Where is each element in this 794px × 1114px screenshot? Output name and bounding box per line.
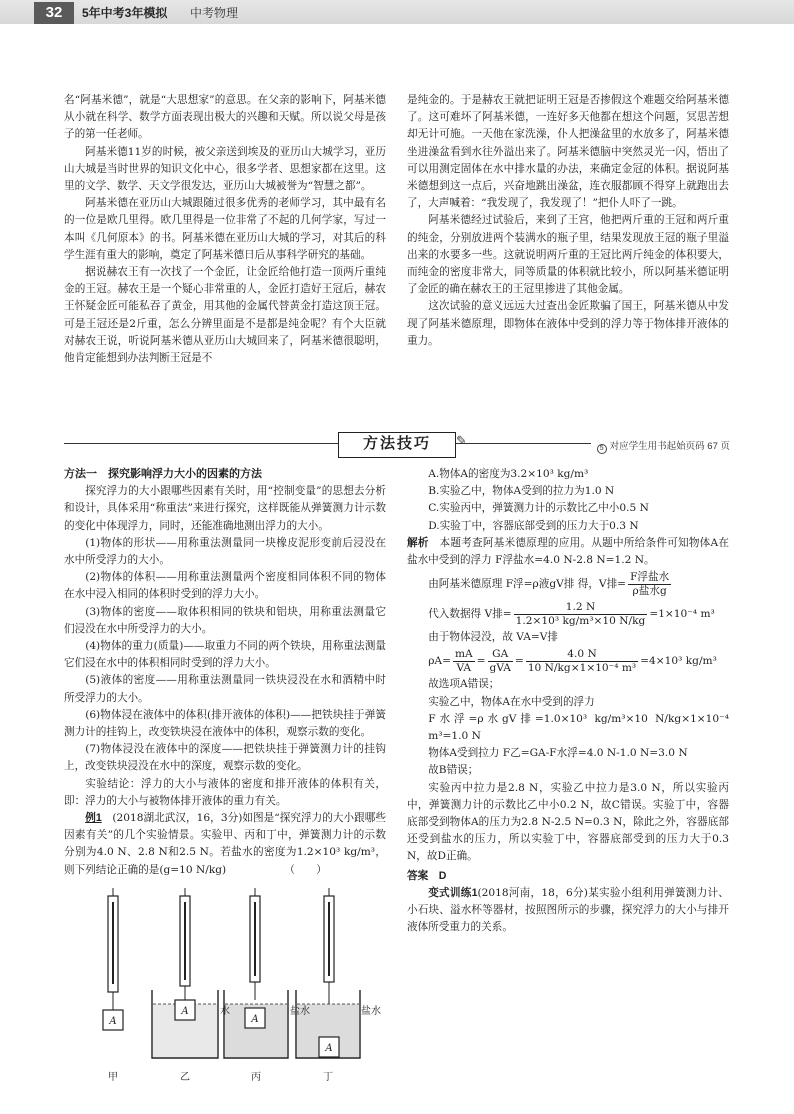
subject-label: 中考物理 xyxy=(190,6,239,20)
liquid-label-bing: 盐水 xyxy=(290,1006,310,1017)
variant-training xyxy=(407,885,729,937)
variant-text: (2018河南，18，6分)某实验小组利用弹簧测力计、小石块、溢水杯等器材，按照图所示的步骤，探究浮力的大小与排开液体所受重力的关系。 xyxy=(407,886,729,934)
caption-bing: 丙 xyxy=(251,1072,261,1083)
method-paragraphs xyxy=(64,483,386,810)
method-paragraph: (5)液体的密度——用称重法测量同一铁块浸没在水和酒精中时所受浮力的大小。 xyxy=(64,674,386,704)
eq4-mid2: = xyxy=(514,655,524,668)
caption-yi: 乙 xyxy=(180,1072,190,1083)
analysis-tail: 实验丙中拉力是2.8 N，实验乙中拉力是3.0 N，所以实验丙中，弹簧测力计的示数比乙中小0.2 N，故C错误。实验丁中，容器底部受到物体A的压力为2.8 N-2.5 N=0.3 N，除此之外，容器底部还受到盐水的压力，所以实验丁中，容器底部受到的压力大于0.3 N，故D正确。 xyxy=(407,781,729,863)
story-paragraph: 名“阿基米德”，就是“大思想家”的意思。在父亲的影响下，阿基米德从小就在科学、数学方面表现出极大的兴趣和天赋。所以说父母是孩子的第一任老师。 xyxy=(64,94,386,141)
eq4-den3: 10 N/kg×1×10⁻⁴ m³ xyxy=(527,661,637,674)
eq2-suffix: =1×10⁻⁴ m³ xyxy=(649,608,715,621)
method-paragraph: (6)物体浸在液体中的体积(排开液体的体积)——把铁块挂于弹簧测力计的挂钩上，改变铁块浸在液体中的体积，观察示数的变化。 xyxy=(64,708,386,739)
method-left-column xyxy=(64,466,386,879)
analysis-intro-text: 本题考查阿基米德原理的应用。从题中所给条件可知物体A在盐水中受到的浮力 F浮盐水=4.0 N-2.8 N=1.2 N。 xyxy=(407,536,730,567)
solution-right-column xyxy=(407,466,729,936)
book-title: 5年中考3年模拟 xyxy=(82,6,168,20)
analysis-intro xyxy=(407,535,729,569)
eq4-num3: 4.0 N xyxy=(526,648,638,662)
block-label-bing: A xyxy=(251,1014,259,1025)
method-paragraph: 探究浮力的大小跟哪些因素有关时，用“控制变量”的思想去分析和设计，具体采用“称重法”来进行探究，这样既能从弹簧测力计示数的变化中体现浮力，同时，还能准确地测出浮力的大小。 xyxy=(64,485,386,532)
eq4-mid: = xyxy=(476,655,486,668)
method-paragraph: 实验结论：浮力的大小与液体的密度和排开液体的体积有关，即：浮力的大小与被物体排开液体的重力有关。 xyxy=(64,777,386,807)
analysis-line: 物体A受到拉力 F乙=GA-F水浮=4.0 N-1.0 N=3.0 N xyxy=(428,747,688,760)
page-number: 32 xyxy=(34,2,74,24)
answer-option: C.实验丙中，弹簧测力计的示数比乙中小0.5 N xyxy=(428,502,649,515)
reference-number-icon: 5 xyxy=(597,444,607,454)
eq2-den: 1.2×10³ kg/m³×10 N/kg xyxy=(515,614,646,627)
story-right-column xyxy=(407,92,729,350)
eq2-prefix: 代入数据得 V排= xyxy=(428,608,512,621)
eq2-fraction xyxy=(514,601,648,628)
eq4-num2: GA xyxy=(488,648,513,662)
eq4-den1: VA xyxy=(456,661,472,674)
eq4-prefix: ρA= xyxy=(428,655,451,668)
answer-option: D.实验丁中，容器底部受到的压力大于0.3 N xyxy=(428,519,639,532)
caption-ding: 丁 xyxy=(323,1072,333,1083)
example-label: 例1 xyxy=(85,812,102,825)
story-paragraph: 阿基米德经过试验后，来到了王宫，他把两斤重的王冠和两斤重的纯金，分别放进两个装满水的瓶子里，结果发现放王冠的瓶子里溢出来的水要多一些。这就说明两斤重的王冠比两斤纯金的体积要大，而纯金的密度非常大，同等质量的体积就比较小，所以阿基米德证明了金匠的确在赫农王的王冠里掺进了其他金属。 xyxy=(407,214,729,296)
liquid-label-yi: 水 xyxy=(220,1006,230,1017)
eq4-den2: gVA xyxy=(489,661,511,674)
eq4-fraction-1 xyxy=(453,648,475,675)
story-left-column xyxy=(64,92,386,367)
block-label-yi: A xyxy=(181,1006,189,1017)
liquid-label-ding: 盐水 xyxy=(361,1006,381,1017)
method-paragraph: (1)物体的形状——用称重法测量同一块橡皮泥形变前后浸没在水中所受浮力的大小。 xyxy=(64,536,386,567)
scale-jia xyxy=(103,888,123,1030)
story-paragraph: 这次试验的意义远远大过查出金匠欺骗了国王，阿基米德从中发现了阿基米德原理，即物体在液体中受到的浮力等于物体排开液体的重力。 xyxy=(407,300,729,347)
equation-3: 由于物体浸没，故 VA=V排 xyxy=(428,631,559,644)
analysis-line: 故选项A错误； xyxy=(428,678,500,691)
method-paragraph: (7)物体浸没在液体中的深度——把铁块挂于弹簧测力计的挂钩上，改变铁块浸没在水中的深度，观察示数的变化。 xyxy=(64,743,386,773)
example-paragraph xyxy=(64,810,386,879)
method-paragraph: (3)物体的密度——取体积相同的铁块和铝块，用称重法测量它们浸没在水中所受浮力的大小。 xyxy=(64,605,386,635)
story-paragraph: 据说赫农王有一次找了一个金匠，让金匠给他打造一顶两斤重纯金的王冠。赫农王是一个疑心非常重的人，金匠打造好王冠后，赫农王怀疑金匠可能私吞了黄金，用其他的金属代替黄金打造这顶王冠。可是王冠还是2斤重，怎么分辨里面是不是都是纯金呢？有个大臣就对赫农王说，听说阿基米德从亚历山大城回来了，阿基米德很聪明，他肯定能想到办法判断王冠是不 xyxy=(64,266,386,365)
variant-label: 变式训练1 xyxy=(428,886,478,899)
method-paragraph: (4)物体的重力(质量)——取重力不同的两个铁块，用称重法测量它们浸在水中的体积相同时受到的浮力大小。 xyxy=(64,640,386,670)
eq2-num: 1.2 N xyxy=(514,601,648,615)
experiment-figure xyxy=(90,888,390,1088)
caption-jia: 甲 xyxy=(108,1072,118,1083)
analysis-line: 实验乙中，物体A在水中受到的浮力 xyxy=(428,695,595,708)
analysis-line: 故B错误； xyxy=(428,764,479,777)
analysis-label: 解析 xyxy=(407,536,429,549)
page-header xyxy=(0,0,794,28)
eq1-prefix: 由阿基米德原理 F浮=ρ液gV排 得，V排= xyxy=(428,578,627,591)
pencil-icon: ✎ xyxy=(456,434,467,449)
answer-label: 答案 xyxy=(407,869,429,882)
method-paragraph: (2)物体的体积——用称重法测量两个密度相同体积不同的物体在水中浸入相同的体积时受到的浮力大小。 xyxy=(64,571,386,601)
banner-title: 方法技巧 xyxy=(338,432,456,458)
answer-value: D xyxy=(438,869,447,882)
analysis-line: F水浮=ρ水gV排=1.0×10³ kg/m³×10 N/kg×1×10⁻⁴ m³=1.0 N xyxy=(428,712,729,743)
block-label-jia: A xyxy=(109,1016,117,1027)
equation-4 xyxy=(407,646,729,676)
eq1-num: F浮盐水 xyxy=(630,570,670,583)
story-paragraph: 阿基米德11岁的时候，被父亲送到埃及的亚历山大城学习，亚历山大城是当时世界的知识文化中心，很多学者、思想家都在这里。这里的文学、数学、天文学很发达，亚历山大城被誉为“智慧之都”。 xyxy=(64,145,386,193)
equation-2 xyxy=(407,599,729,629)
page-reference xyxy=(591,438,730,454)
eq4-num1: mA xyxy=(454,647,473,660)
method-title: 方法一 探究影响浮力大小的因素的方法 xyxy=(64,468,262,480)
eq4-fraction-2 xyxy=(488,648,513,675)
section-banner xyxy=(64,428,730,460)
answer-option: A.物体A的密度为3.2×10³ kg/m³ xyxy=(428,468,589,480)
answer-options xyxy=(407,466,729,535)
example-text: (2018湖北武汉，16，3分)如图是“探究浮力的大小跟哪些因素有关”的几个实验情景。实验甲、丙和丁中，弹簧测力计的示数分别为4.0 N、2.8 N和2.5 N。若盐水的密度为1.2×10³ kg/m³，则下列结论正确的是(g=10 N/kg) （ ） xyxy=(64,812,386,876)
reference-text: 对应学生用书起始页码 67 页 xyxy=(609,441,730,452)
scale-yi xyxy=(152,888,218,1058)
analysis-lines xyxy=(407,676,729,779)
eq4-suffix: =4×10³ kg/m³ xyxy=(640,655,717,668)
scale-bing xyxy=(224,888,288,1058)
eq1-den: ρ盐水g xyxy=(632,584,667,597)
equation-1 xyxy=(407,569,729,599)
eq4-fraction-3 xyxy=(526,648,638,675)
answer-option: B.实验乙中，物体A受到的拉力为1.0 N xyxy=(428,485,615,498)
story-paragraph: 是纯金的。于是赫农王就把证明王冠是否掺假这个难题交给阿基米德了。这可难坏了阿基米德，一连好多天他都在想这个问题，冥思苦想却无计可施。一天他在家洗澡，仆人把澡盆里的水放多了，阿基米德坐进澡盆看到水往外溢出来了。阿基米德脑中突然灵光一闪，悟出了可以用测定固体在水中排水量的办法，来确定金冠的体积。据说阿基米德想到这一点后，兴奋地跳出澡盆，连衣服都顾不得穿上就跑出去了，大声喊着：“我发现了，我发现了！”把仆人吓了一跳。 xyxy=(407,94,729,210)
story-paragraph: 阿基米德在亚历山大城跟随过很多优秀的老师学习，其中最有名的一位是欧几里得。欧几里得是一位非常了不起的几何学家，写过一本叫《几何原本》的书。阿基米德在亚历山大城的学习，对其后的科学生涯有重大的影响，奠定了阿基米德日后从事科学研究的基础。 xyxy=(64,197,386,261)
eq1-fraction xyxy=(628,571,671,598)
scale-ding xyxy=(296,888,360,1058)
answer-line xyxy=(407,868,729,885)
block-label-ding: A xyxy=(325,1043,333,1054)
